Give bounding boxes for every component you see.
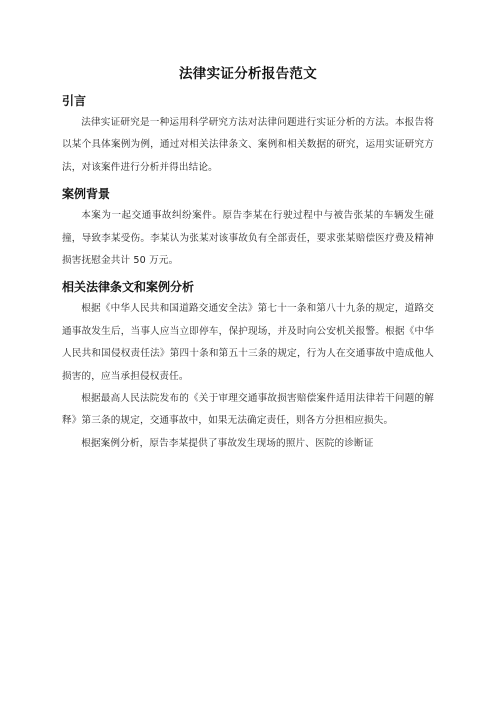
paragraph: 本案为一起交通事故纠纷案件。原告李某在行驶过程中与被告张某的车辆发生碰撞，导致李某受伤。李某认为张某对该事故负有全部责任，要求张某赔偿医疗费及精神损害抚慰金共计 50 万元。 <box>62 210 434 267</box>
paragraph: 根据《中华人民共和国道路交通安全法》第七十一条和第八十九条的规定，道路交通事故发生后，当事人应当立即停车，保护现场，并及时向公安机关报警。根据《中华人民共和国侵权责任法》第四十条和第五十三条的规定，行为人在交通事故中造成他人损害的，应当承担侵权责任。 <box>62 303 434 382</box>
document-title: 法律实证分析报告范文 <box>179 66 317 82</box>
paragraph: 根据最高人民法院发布的《关于审理交通事故损害赔偿案件适用法律若干问题的解释》第三条的规定，交通事故中，如果无法确定责任，则各方分担相应损失。 <box>62 393 434 427</box>
section-heading: 相关法律条文和案例分析 <box>62 280 195 295</box>
section-legal-analysis <box>62 276 434 455</box>
section-case-background <box>62 183 434 272</box>
document-body <box>62 90 434 455</box>
paragraph: 法律实证研究是一种运用科学研究方法对法律问题进行实证分析的方法。本报告将以某个具体案例为例，通过对相关法律条文、案例和相关数据的研究，运用实证研究方法，对该案件进行分析并得出结论。 <box>62 117 434 173</box>
paragraph: 根据案例分析，原告李某提供了事故发生现场的照片、医院的诊断证 <box>81 437 374 449</box>
section-heading: 案例背景 <box>62 187 111 202</box>
section-heading: 引言 <box>62 94 87 108</box>
section-introduction <box>62 90 434 179</box>
